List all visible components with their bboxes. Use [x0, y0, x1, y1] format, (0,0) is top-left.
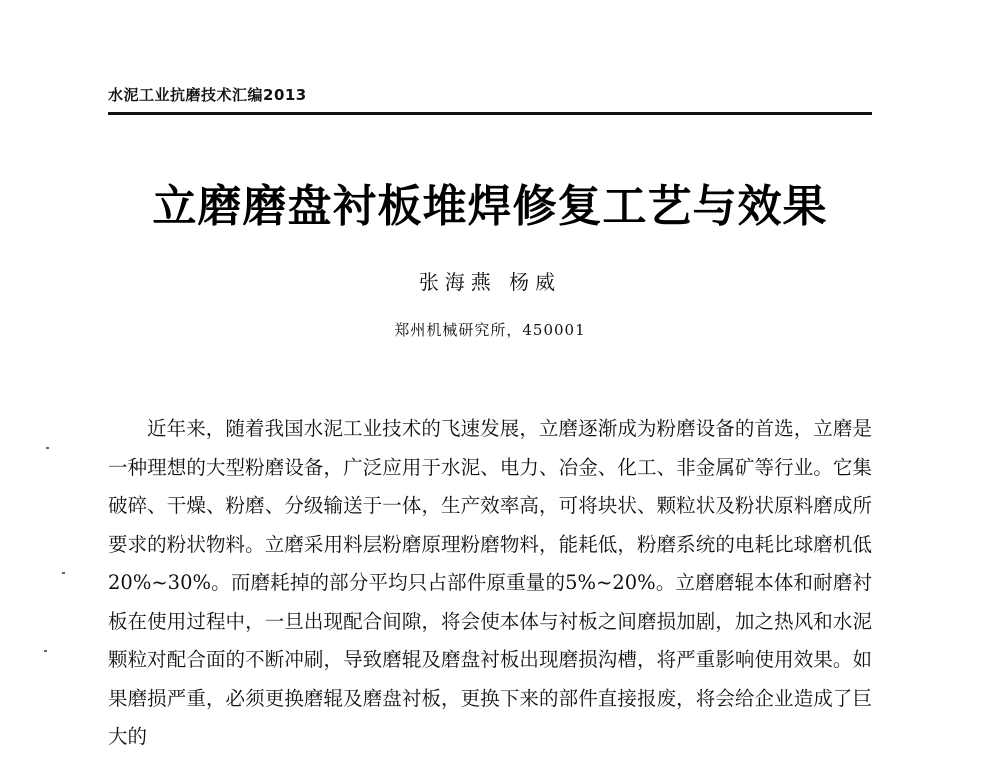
- scan-speck: [62, 572, 65, 574]
- scan-speck: [46, 447, 49, 449]
- header-divider: [108, 112, 872, 115]
- article-authors: 张海燕 杨威: [418, 270, 562, 294]
- running-header: 水泥工业抗磨技术汇编2013: [108, 86, 307, 104]
- body-paragraph: 近年来，随着我国水泥工业技术的飞速发展，立磨逐渐成为粉磨设备的首选，立磨是一种理想的大型粉磨设备，广泛应用于水泥、电力、冶金、化工、非金属矿等行业。它集破碎、干燥、粉磨、分级输送于一体，生产效率高，可将块状、颗粒状及粉状原料磨成所要求的粉状物料。立磨采用料层粉磨原理粉磨物料，能耗低，粉磨系统的电耗比球磨机低20%~30%。而磨耗掉的部分平均只占部件原重量的5%~20%。立磨磨辊本体和耐磨衬板在使用过程中，一旦出现配合间隙，将会使本体与衬板之间磨损加剧，加之热风和水泥颗粒对配合面的不断冲刷，导致磨辊及磨盘衬板出现磨损沟槽，将严重影响使用效果。如果磨损严重，必须更换磨辊及磨盘衬板，更换下来的部件直接报废，将会给企业造成了巨大的: [108, 417, 872, 748]
- article-title: 立磨磨盘衬板堆焊修复工艺与效果: [152, 181, 828, 232]
- article-affiliation: 郑州机械研究所，450001: [394, 321, 586, 339]
- scan-speck: [44, 650, 47, 652]
